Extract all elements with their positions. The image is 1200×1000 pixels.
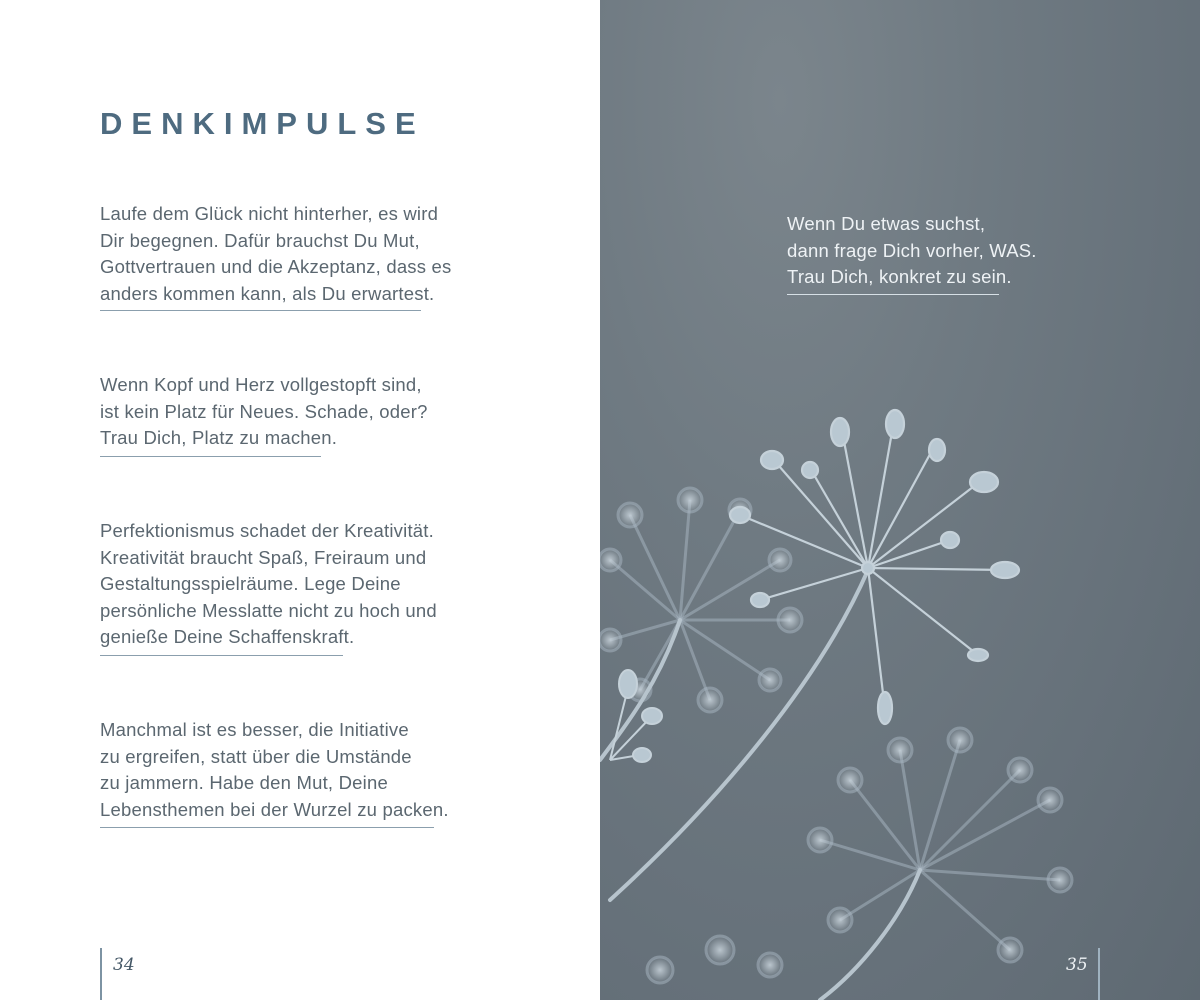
blurred-flower-bottom — [647, 728, 1072, 983]
quote-line: dann frage Dich vorher, WAS. — [787, 239, 1037, 261]
page-number-right: 35 — [1066, 955, 1088, 975]
paragraph-line: Gestaltungsspielräume. Lege Deine — [100, 573, 401, 594]
paragraph-1 — [100, 201, 452, 307]
paragraph-line: anders kommen kann, als Du erwartest. — [100, 282, 435, 304]
quote-line: Trau Dich, konkret zu sein. — [787, 266, 1012, 287]
page-number-bar-left — [100, 948, 102, 1000]
paragraph-line: Trau Dich, Platz zu machen. — [100, 427, 338, 448]
bud-sprig — [610, 670, 662, 762]
paragraph-line: zu ergreifen, statt über die Umstände — [100, 745, 412, 767]
paragraph-line: Gottvertrauen und die Akzeptanz, dass es — [100, 256, 452, 277]
paragraph-3-underline — [100, 655, 343, 656]
dill-flower-photo — [600, 0, 1200, 1000]
paragraph-4-underline — [100, 827, 434, 828]
paragraph-4 — [100, 717, 449, 823]
paragraph-line: genieße Deine Schaffenskraft. — [100, 626, 355, 647]
paragraph-line: Manchmal ist es besser, die Initiative — [100, 719, 409, 740]
page-number-bar-right — [1098, 948, 1100, 1000]
page-number-left: 34 — [113, 955, 135, 975]
paragraph-line: Laufe dem Glück nicht hinterher, es wird — [100, 203, 439, 224]
paragraph-2 — [100, 372, 428, 452]
paragraph-1-underline — [100, 310, 421, 311]
paragraph-line: Lebensthemen bei der Wurzel zu packen. — [100, 798, 449, 820]
paragraph-line: Perfektionismus schadet der Kreativität. — [100, 520, 434, 541]
paragraph-2-underline — [100, 456, 321, 457]
paragraph-line: Dir begegnen. Dafür brauchst Du Mut, — [100, 229, 420, 251]
quote-line: Wenn Du etwas suchst, — [787, 213, 986, 234]
quote-underline — [787, 294, 999, 295]
right-page — [600, 0, 1200, 1000]
flower-stems — [600, 570, 920, 1000]
paragraph-line: persönliche Messlatte nicht zu hoch und — [100, 599, 437, 621]
paragraph-line: ist kein Platz für Neues. Schade, oder? — [100, 400, 428, 422]
paragraph-line: Kreativität braucht Spaß, Freiraum und — [100, 546, 427, 568]
page-title: DENKIMPULSE — [100, 106, 425, 141]
paragraph-line: Wenn Kopf und Herz vollgestopft sind, — [100, 374, 422, 395]
paragraph-line: zu jammern. Habe den Mut, Deine — [100, 772, 388, 793]
paragraph-3 — [100, 518, 437, 651]
quote — [787, 211, 1037, 291]
